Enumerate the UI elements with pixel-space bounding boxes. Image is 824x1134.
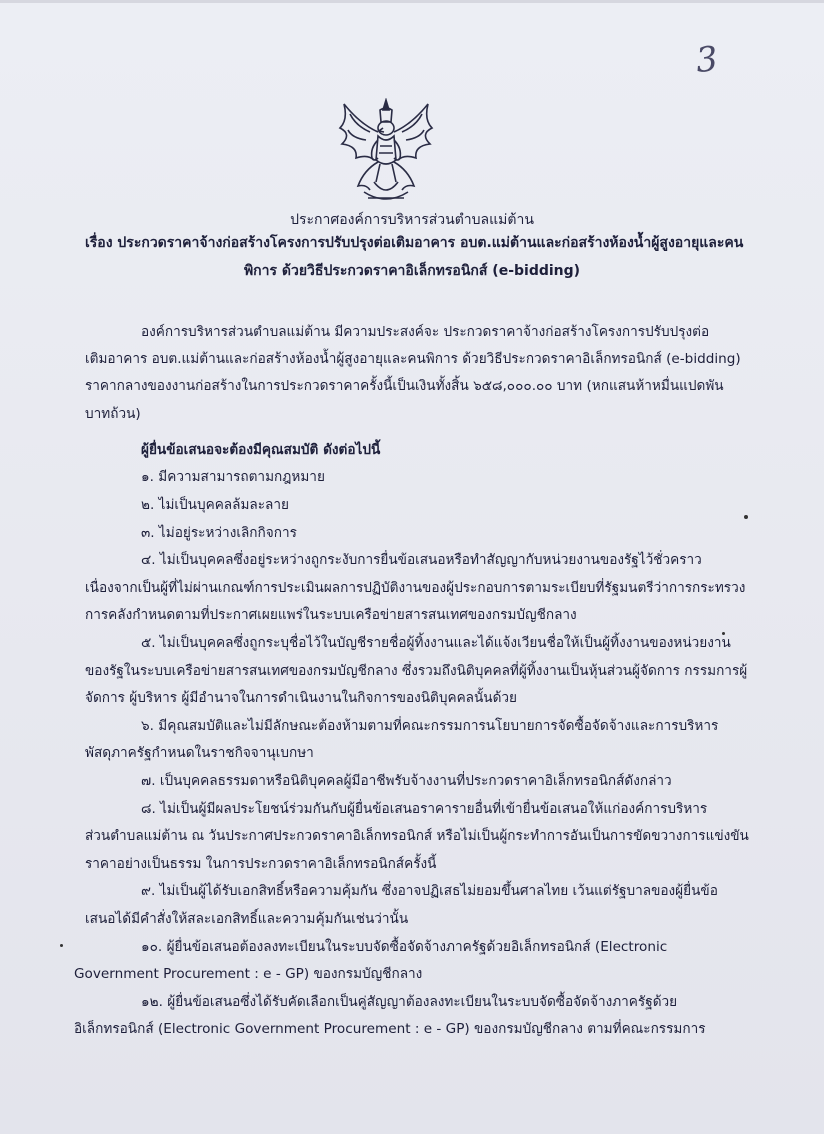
list-item: ๕. ไม่เป็นบุคคลซึ่งถูกระบุชื่อไว้ในบัญชีรายชื่อผู้ทิ้งงานและได้แจ้งเวียนชื่อให้เป็นผู้ทิ้งงานของหน่วยงาน [141,635,731,651]
intro-line: เติมอาคาร อบต.แม่ต้านและก่อสร้างห้องน้ำผู้สูงอายุและคนพิการ ด้วยวิธีประกวดราคาอิเล็กทรอนิกส์ (e-bidding) [85,351,741,367]
list-item-continued: จัดการ ผู้บริหาร ผู้มีอำนาจในการดำเนินงานในกิจการของนิติบุคคลนั้นด้วย [85,690,518,706]
list-item: ๑๒. ผู้ยื่นข้อเสนอซึ่งได้รับคัดเลือกเป็นคู่สัญญาต้องลงทะเบียนในระบบจัดซื้อจัดจ้างภาครัฐด้วย [141,994,678,1010]
list-item: ๖. มีคุณสมบัติและไม่มีลักษณะต้องห้ามตามที่คณะกรรมการนโยบายการจัดซื้อจัดจ้างและการบริหาร [141,718,719,734]
list-item-continued: ราคาอย่างเป็นธรรม ในการประกวดราคาอิเล็กทรอนิกส์ครั้งนี้ [85,856,437,872]
list-item-continued: เสนอได้มีคำสั่งให้สละเอกสิทธิ์และความคุ้มกันเช่นว่านั้น [85,911,409,927]
list-item-continued: การคลังกำหนดตามที่ประกาศเผยแพร่ในระบบเครือข่ายสารสนเทศของกรมบัญชีกลาง [85,607,577,623]
subject-line: เรื่อง ประกวดราคาจ้างก่อสร้างโครงการปรับปรุงต่อเติมอาคาร อบต.แม่ต้านและก่อสร้างห้องน้ำผู้สูงอายุและคน [85,235,744,251]
intro-line: ราคากลางของงานก่อสร้างในการประกวดราคาครั้งนี้เป็นเงินทั้งสิ้น ๖๕๘,๐๐๐.๐๐ บาท (หกแสนห้าหมื่นแปดพัน [85,378,724,394]
list-item: ๓. ไม่อยู่ระหว่างเลิกกิจการ [141,525,297,541]
list-item-continued: ส่วนตำบลแม่ต้าน ณ วันประกาศประกวดราคาอิเล็กทรอนิกส์ หรือไม่เป็นผู้กระทำการอันเป็นการขัดขวางการแข่งขัน [85,828,749,844]
list-item: ๙. ไม่เป็นผู้ได้รับเอกสิทธิ์หรือความคุ้มกัน ซึ่งอาจปฏิเสธไม่ยอมขึ้นศาลไทย เว้นแต่รัฐบาลของผู้ยื่นข้อ [141,883,718,899]
intro-line: องค์การบริหารส่วนตำบลแม่ต้าน มีความประสงค์จะ ประกวดราคาจ้างก่อสร้างโครงการปรับปรุงต่อ [141,324,710,340]
list-item-continued: เนื่องจากเป็นผู้ที่ไม่ผ่านเกณฑ์การประเมินผลการปฏิบัติงานของผู้ประกอบการตามระเบียบที่รัฐมนตรีว่าการกระทรวง [85,580,746,596]
intro-line: บาทถ้วน) [85,406,141,422]
list-item: ๑. มีความสามารถตามกฎหมาย [141,469,325,485]
scan-speck [60,944,63,947]
list-item: ๔. ไม่เป็นบุคคลซึ่งอยู่ระหว่างถูกระงับการยื่นข้อเสนอหรือทำสัญญากับหน่วยงานของรัฐไว้ชั่วคราว [141,552,702,568]
list-item: ๑๐. ผู้ยื่นข้อเสนอต้องลงทะเบียนในระบบจัดซื้อจัดจ้างภาครัฐด้วยอิเล็กทรอนิกส์ (Electronic [141,939,668,955]
list-item: ๘. ไม่เป็นผู้มีผลประโยชน์ร่วมกันกับผู้ยื่นข้อเสนอราคารายอื่นที่เข้ายื่นข้อเสนอให้แก่องค์การบริหาร [141,801,708,817]
scan-speck [744,515,748,519]
page-number: 3 [693,38,720,82]
list-item-continued: พัสดุภาครัฐกำหนดในราชกิจจานุเบกษา [85,745,314,761]
list-item-continued: Government Procurement : e - GP) ของกรมบัญชีกลาง [74,966,423,982]
list-item: ๒. ไม่เป็นบุคคลล้มละลาย [141,497,289,513]
list-item: ๗. เป็นบุคคลธรรมดาหรือนิติบุคคลผู้มีอาชีพรับจ้างงานที่ประกวดราคาอิเล็กทรอนิกส์ดังกล่าว [141,773,672,789]
garuda-emblem [334,98,438,206]
scan-speck [722,632,725,635]
qualifications-heading: ผู้ยื่นข้อเสนอจะต้องมีคุณสมบัติ ดังต่อไปนี้ [141,442,381,458]
list-item-continued: ของรัฐในระบบเครือข่ายสารสนเทศของกรมบัญชีกลาง ซึ่งรวมถึงนิติบุคคลที่ผู้ทิ้งงานเป็นหุ้นส่วนผู้จัดการ กรรมการผู้ [85,663,748,679]
list-item-continued: อิเล็กทรอนิกส์ (Electronic Government Procurement : e - GP) ของกรมบัญชีกลาง ตามที่คณะกรรมการ [74,1021,706,1037]
announcement-heading: ประกาศองค์การบริหารส่วนตำบลแม่ต้าน [290,212,534,228]
page-edge [0,0,824,3]
subject-line-continued: พิการ ด้วยวิธีประกวดราคาอิเล็กทรอนิกส์ (e-bidding) [243,263,581,279]
